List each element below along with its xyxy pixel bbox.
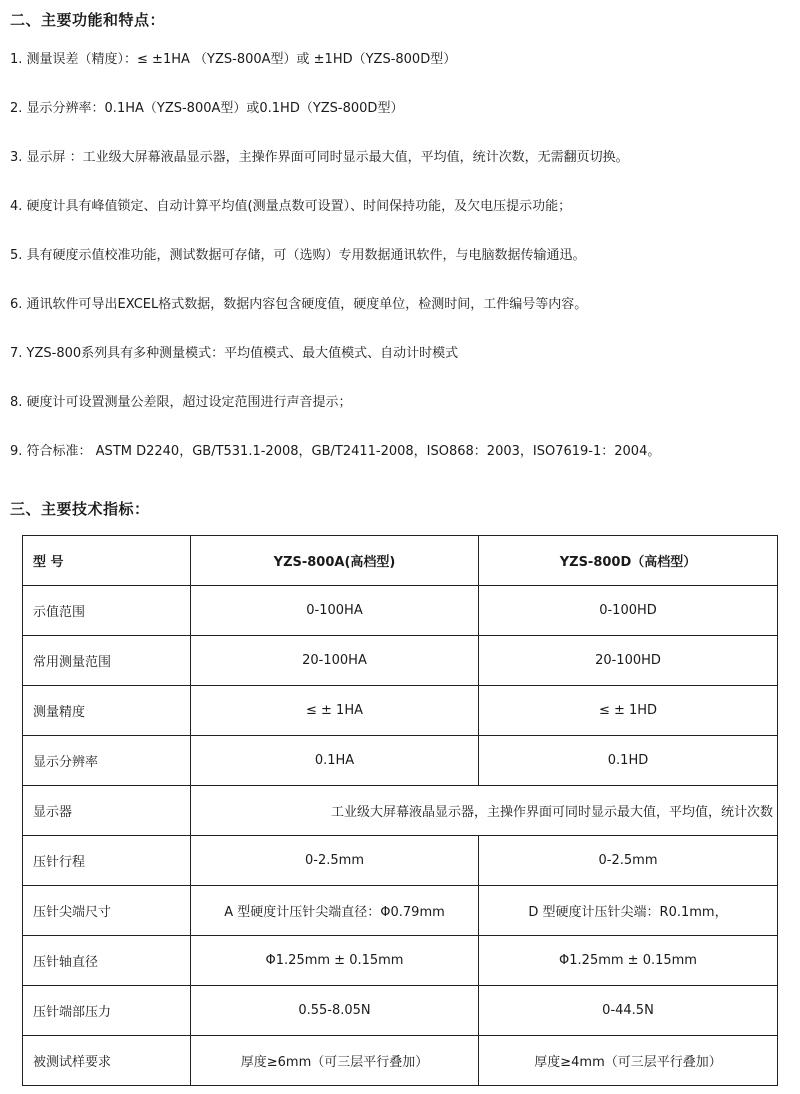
row-label: 压针轴直径 <box>23 936 191 986</box>
table-row <box>23 686 778 736</box>
feature-item: 9. 符合标准： ASTM D2240，GB/T531.1-2008，GB/T2411-2008，ISO868：2003，ISO7619-1：2004。 <box>10 444 661 459</box>
feature-item: 1. 测量误差（精度）：≤ ±1HA （YZS-800A型）或 ±1HD（YZS-800D型） <box>10 52 457 67</box>
cell-model-d: 20-100HD <box>479 636 778 686</box>
row-label: 显示器 <box>23 786 191 836</box>
cell-model-d: 0-100HD <box>479 586 778 636</box>
cell-model-a: 0-2.5mm <box>191 836 479 886</box>
cell-merged: 工业级大屏幕液晶显示器，主操作界面可同时显示最大值，平均值，统计次数 <box>191 786 778 836</box>
header-cell-model-d: YZS-800D（高档型） <box>479 536 778 586</box>
cell-model-a: A 型硬度计压针尖端直径：Φ0.79mm <box>191 886 479 936</box>
table-row <box>23 736 778 786</box>
row-label: 常用测量范围 <box>23 636 191 686</box>
header-cell-model: 型 号 <box>23 536 191 586</box>
spec-table <box>22 535 778 1086</box>
row-label: 压针行程 <box>23 836 191 886</box>
row-label: 压针端部压力 <box>23 986 191 1036</box>
feature-item: 2. 显示分辨率：0.1HA（YZS-800A型）或0.1HD（YZS-800D型） <box>10 101 404 116</box>
cell-model-d: ≤ ± 1HD <box>479 686 778 736</box>
cell-model-a: 厚度≥6mm（可三层平行叠加） <box>191 1036 479 1086</box>
section-heading-specs: 三、主要技术指标： <box>10 500 150 518</box>
cell-model-d: 0-2.5mm <box>479 836 778 886</box>
cell-model-d: 0-44.5N <box>479 986 778 1036</box>
table-header-row <box>23 536 778 586</box>
cell-model-d: 0.1HD <box>479 736 778 786</box>
row-label: 示值范围 <box>23 586 191 636</box>
header-cell-model-a: YZS-800A(高档型) <box>191 536 479 586</box>
cell-model-a: 0.55-8.05N <box>191 986 479 1036</box>
cell-model-a: 0.1HA <box>191 736 479 786</box>
table-row <box>23 836 778 886</box>
cell-model-a: Φ1.25mm ± 0.15mm <box>191 936 479 986</box>
feature-item: 3. 显示屏 ：工业级大屏幕液晶显示器，主操作界面可同时显示最大值，平均值，统计次数，无需翻页切换。 <box>10 150 629 165</box>
row-label: 压针尖端尺寸 <box>23 886 191 936</box>
table-row <box>23 936 778 986</box>
table-row <box>23 586 778 636</box>
cell-model-d: Φ1.25mm ± 0.15mm <box>479 936 778 986</box>
cell-model-a: 0-100HA <box>191 586 479 636</box>
feature-item: 6. 通讯软件可导出EXCEL格式数据，数据内容包含硬度值，硬度单位，检测时间，工件编号等内容。 <box>10 297 588 312</box>
section-heading-features: 二、主要功能和特点： <box>10 11 166 29</box>
cell-model-a: ≤ ± 1HA <box>191 686 479 736</box>
table-row <box>23 636 778 686</box>
cell-model-a: 20-100HA <box>191 636 479 686</box>
feature-list <box>10 52 790 493</box>
feature-item: 5. 具有硬度示值校准功能，测试数据可存储，可（选购）专用数据通讯软件，与电脑数据传输通迅。 <box>10 248 586 263</box>
table-row <box>23 886 778 936</box>
cell-model-d: 厚度≥4mm（可三层平行叠加） <box>479 1036 778 1086</box>
table-row <box>23 986 778 1036</box>
feature-item: 4. 硬度计具有峰值锁定、自动计算平均值(测量点数可设置）、时间保持功能，及欠电压提示功能； <box>10 199 572 214</box>
feature-item: 8. 硬度计可设置测量公差限，超过设定范围进行声音提示； <box>10 395 352 410</box>
table-row <box>23 1036 778 1086</box>
table-row <box>23 786 778 836</box>
row-label: 被测试样要求 <box>23 1036 191 1086</box>
row-label: 显示分辨率 <box>23 736 191 786</box>
cell-model-d: D 型硬度计压针尖端：R0.1mm， <box>479 886 778 936</box>
feature-item: 7. YZS-800系列具有多种测量模式：平均值模式、最大值模式、自动计时模式 <box>10 346 459 361</box>
row-label: 测量精度 <box>23 686 191 736</box>
